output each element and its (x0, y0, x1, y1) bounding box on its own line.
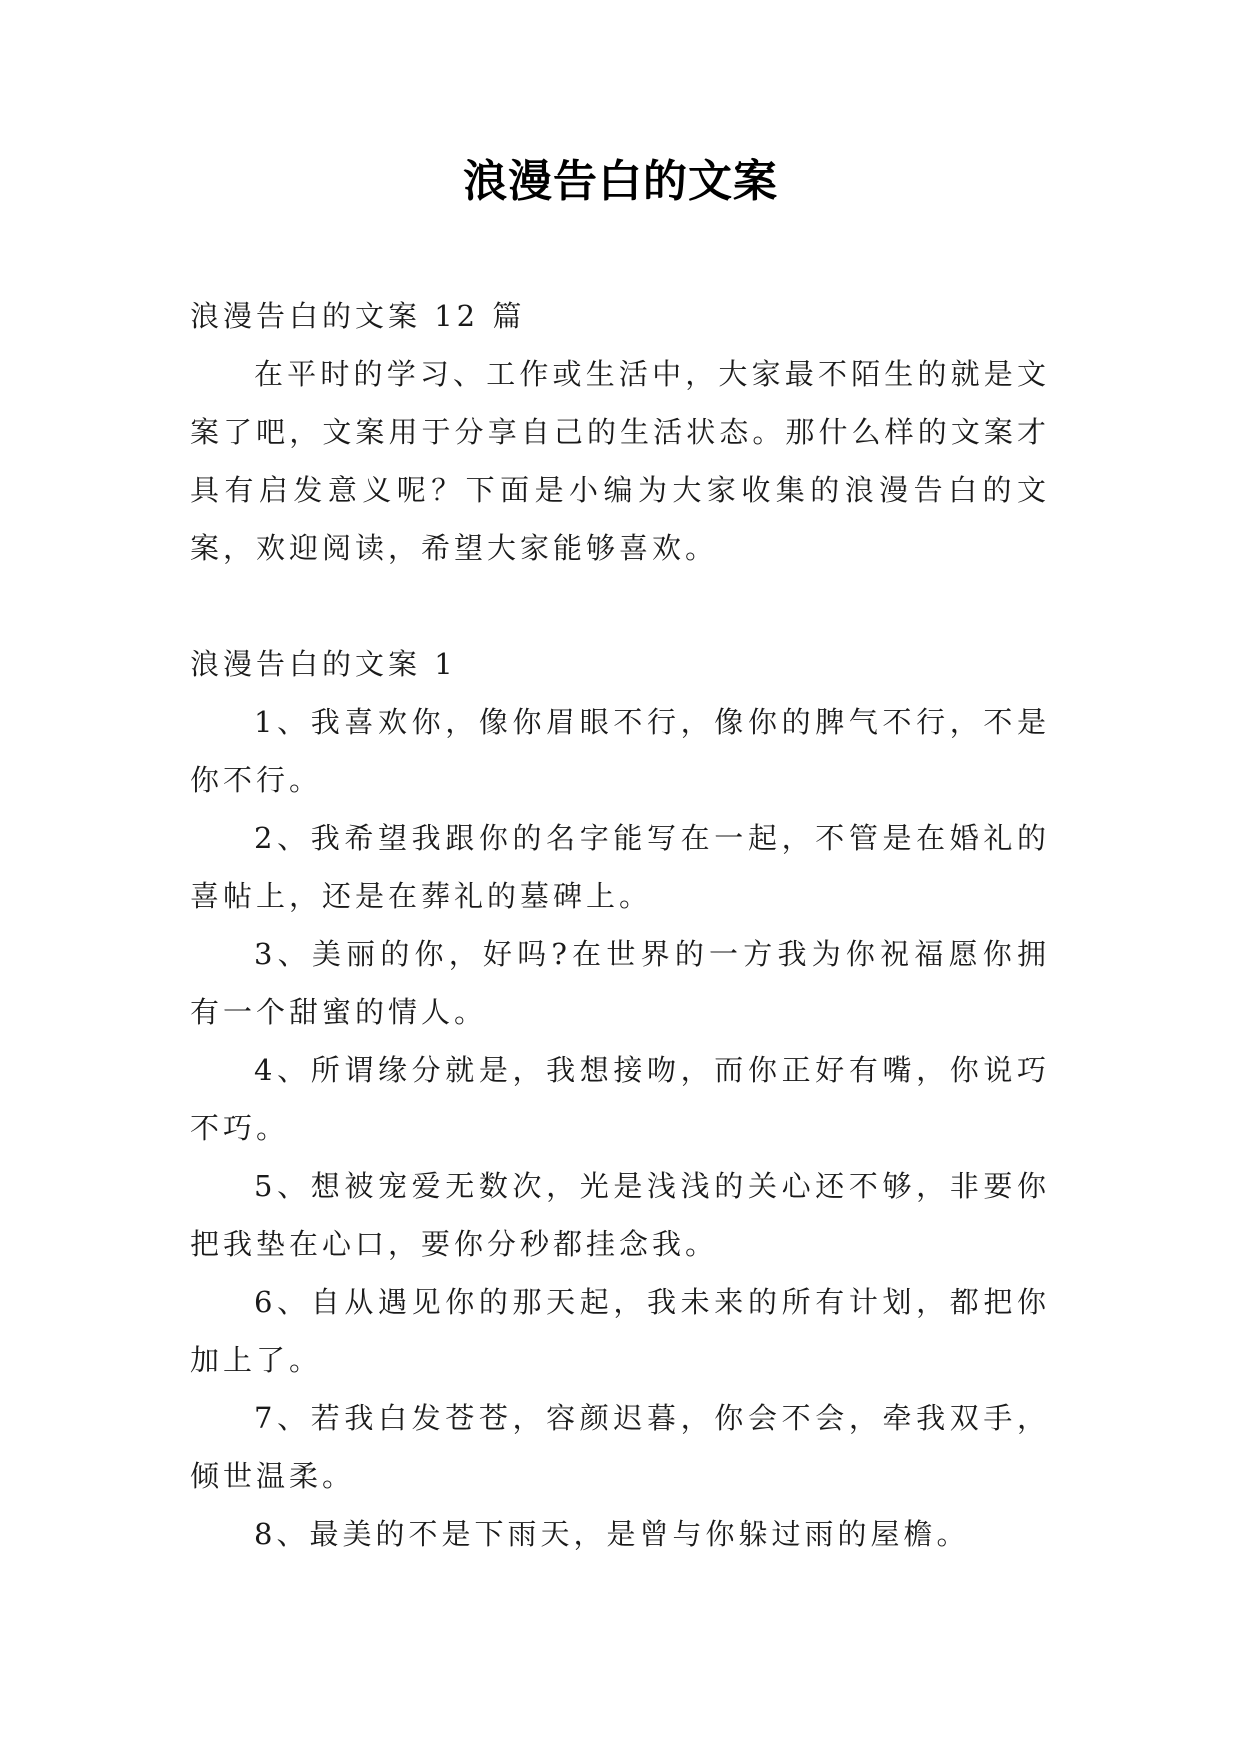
list-item: 2、我希望我跟你的名字能写在一起，不管是在婚礼的喜帖上，还是在葬礼的墓碑上。 (190, 821, 1050, 913)
list-item: 6、自从遇见你的那天起，我未来的所有计划，都把你加上了。 (190, 1285, 1050, 1377)
list-item: 1、我喜欢你，像你眉眼不行，像你的脾气不行，不是你不行。 (190, 705, 1050, 797)
list-item: 3、美丽的你，好吗?在世界的一方我为你祝福愿你拥有一个甜蜜的情人。 (190, 937, 1050, 1029)
list-item: 7、若我白发苍苍，容颜迟暮，你会不会，牵我双手，倾世温柔。 (190, 1401, 1050, 1493)
intro-paragraph: 在平时的学习、工作或生活中，大家最不陌生的就是文案了吧，文案用于分享自己的生活状态。那什么样的文案才具有启发意义呢？下面是小编为大家收集的浪漫告白的文案，欢迎阅读，希望大家能够喜欢。 (190, 357, 1050, 565)
list-item: 4、所谓缘分就是，我想接吻，而你正好有嘴，你说巧不巧。 (190, 1053, 1050, 1145)
document-title: 浪漫告白的文案 (463, 156, 778, 207)
list-item: 8、最美的不是下雨天，是曾与你躲过雨的屋檐。 (254, 1517, 970, 1551)
section-heading: 浪漫告白的文案 1 (190, 647, 457, 681)
document-subtitle: 浪漫告白的文案 12 篇 (190, 299, 526, 333)
document-body (190, 287, 1050, 1563)
list-item: 5、想被宠爱无数次，光是浅浅的关心还不够，非要你把我垫在心口，要你分秒都挂念我。 (190, 1169, 1050, 1261)
